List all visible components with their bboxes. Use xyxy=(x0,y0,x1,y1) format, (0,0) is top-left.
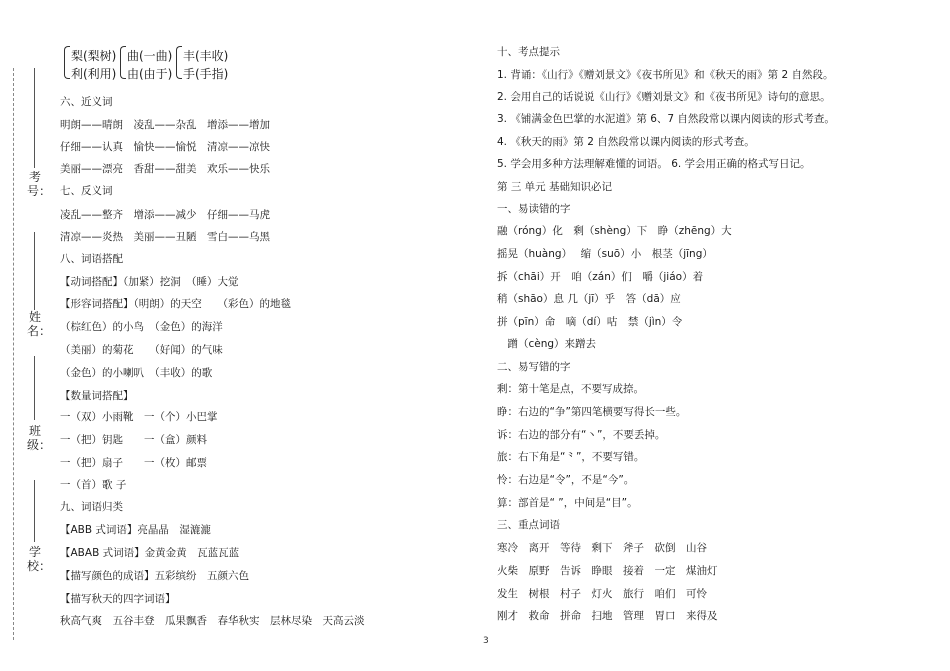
text-line: 【动词搭配】（加紧）挖洞 （睡）大觉 xyxy=(60,276,239,288)
text-line: 仔细——认真 愉快——愉悦 清凉——凉快 xyxy=(60,141,270,153)
text-line: 刚才 救命 拼命 扫地 管理 胃口 来得及 xyxy=(497,610,718,622)
text-line: 剩：第十笔是点，不要写成捺。 xyxy=(497,383,644,395)
unit-heading: 第 三 单元 基础知识必记 xyxy=(497,181,613,193)
text-line: 火柴 原野 告诉 睁眼 接着 一定 煤油灯 xyxy=(497,565,718,577)
text-line: 稍（shāo）息 几（jī）乎 答（dā）应 xyxy=(497,293,681,305)
section-heading: 七、反义词 xyxy=(60,185,113,197)
text-line: 诉：右边的部分有“丶”，不要丢掉。 xyxy=(497,429,666,441)
brace-line: 梨(梨树) xyxy=(71,49,117,63)
text-line: 【ABAB 式词语】金黄金黄 瓦蓝瓦蓝 xyxy=(60,547,240,559)
school-label: 学校： xyxy=(27,545,52,573)
name-write-line xyxy=(34,232,35,310)
text-line: 一（双）小雨靴 一（个）小巴掌 xyxy=(60,411,218,423)
text-line: 一（把）钥匙 一（盒）颜料 xyxy=(60,434,207,446)
text-line: 【描写颜色的成语】五彩缤纷 五颜六色 xyxy=(60,570,249,582)
text-line: 蹭（cèng）来蹭去 xyxy=(497,338,597,350)
text-line: 算：部首是“ ”，中间是“目”。 xyxy=(497,497,638,509)
text-line: 美丽——漂亮 香甜——甜美 欢乐——快乐 xyxy=(60,163,270,175)
text-line: 明朗——晴朗 凌乱——杂乱 增添——增加 xyxy=(60,119,270,131)
text-line: 【形容词搭配】（明朗）的天空 （彩色）的地毯 xyxy=(60,298,291,310)
exam-no-write-line xyxy=(34,68,35,168)
section-heading: 一、易读错的字 xyxy=(497,203,571,215)
text-line: 融（róng）化 剩（shèng）下 睁（zhēng）大 xyxy=(497,225,732,237)
text-line: 1. 背诵：《山行》《赠刘景文》《夜书所见》和《秋天的雨》第 2 自然段。 xyxy=(497,69,834,81)
text-line: 秋高气爽 五谷丰登 瓜果飘香 春华秋实 层林尽染 天高云淡 xyxy=(60,615,365,627)
section-heading: 十、考点提示 xyxy=(497,46,560,58)
text-line: 【ABB 式词语】亮晶晶 湿漉漉 xyxy=(60,524,211,536)
text-line: 2. 会用自己的话说说《山行》《赠刘景文》和《夜书所见》诗句的意思。 xyxy=(497,91,831,103)
text-line: 凌乱——整齐 增添——减少 仔细——马虎 xyxy=(60,209,270,221)
class-label: 班级： xyxy=(27,424,52,452)
brace-line: 手(手指) xyxy=(183,67,229,81)
text-line: 拼（pīn）命 嘀（dí）咕 禁（jìn）令 xyxy=(497,316,683,328)
text-line: 清凉——炎热 美丽——丑陋 雪白——乌黑 xyxy=(60,231,270,243)
brace-line: 由(由于) xyxy=(127,67,173,81)
school-write-line xyxy=(34,480,35,542)
brace-icon xyxy=(120,46,126,79)
binding-margin xyxy=(0,0,50,671)
binding-dashed-line xyxy=(13,68,14,640)
text-line: 摇晃（huàng） 缩（suō）小 根茎（jīng） xyxy=(497,248,713,260)
text-line: 一（首）歌 子 xyxy=(60,479,127,491)
text-line: 5. 学会用多种方法理解难懂的词语。 6. 学会用正确的格式写日记。 xyxy=(497,158,811,170)
brace-icon xyxy=(64,46,70,79)
text-line: （棕红色）的小鸟 （金色）的海洋 xyxy=(60,321,223,333)
section-heading: 二、易写错的字 xyxy=(497,361,571,373)
text-line: 【数量词搭配】 xyxy=(60,390,134,402)
name-label: 姓名： xyxy=(27,310,52,338)
section-heading: 三、重点词语 xyxy=(497,519,560,531)
text-line: 发生 树根 村子 灯火 旅行 咱们 可怜 xyxy=(497,588,707,600)
text-line: 拆（chāi）开 咱（zán）们 嚼（jiáo）着 xyxy=(497,271,704,283)
section-heading: 六、近义词 xyxy=(60,96,113,108)
text-line: 【描写秋天的四字词语】 xyxy=(60,593,176,605)
brace-icon xyxy=(176,46,182,79)
text-line: 睁：右边的“争”第四笔横要写得长一些。 xyxy=(497,406,687,418)
brace-line: 利(利用) xyxy=(71,67,117,81)
page-number: 3 xyxy=(483,636,489,646)
text-line: 寒冷 离开 等待 剩下 斧子 砍倒 山谷 xyxy=(497,542,707,554)
text-line: 3. 《铺满金色巴掌的水泥道》第 6、7 自然段常以课内阅读的形式考查。 xyxy=(497,113,835,125)
text-line: （金色）的小喇叭 （丰收）的歌 xyxy=(60,367,213,379)
text-line: （美丽）的菊花 （好闻）的气味 xyxy=(60,344,223,356)
brace-line: 丰(丰收) xyxy=(183,49,229,63)
exam-no-label: 考号： xyxy=(27,170,52,198)
section-heading: 八、词语搭配 xyxy=(60,253,123,265)
text-line: 旅：右下角是“⺀”，不要写错。 xyxy=(497,451,645,463)
text-line: 怜：右边是“令”，不是“今”。 xyxy=(497,474,635,486)
text-line: 4. 《秋天的雨》第 2 自然段常以课内阅读的形式考查。 xyxy=(497,136,755,148)
text-line: 一（把）扇子 一（枚）邮票 xyxy=(60,457,207,469)
section-heading: 九、词语归类 xyxy=(60,501,123,513)
brace-line: 曲(一曲) xyxy=(127,49,173,63)
class-write-line xyxy=(34,356,35,420)
